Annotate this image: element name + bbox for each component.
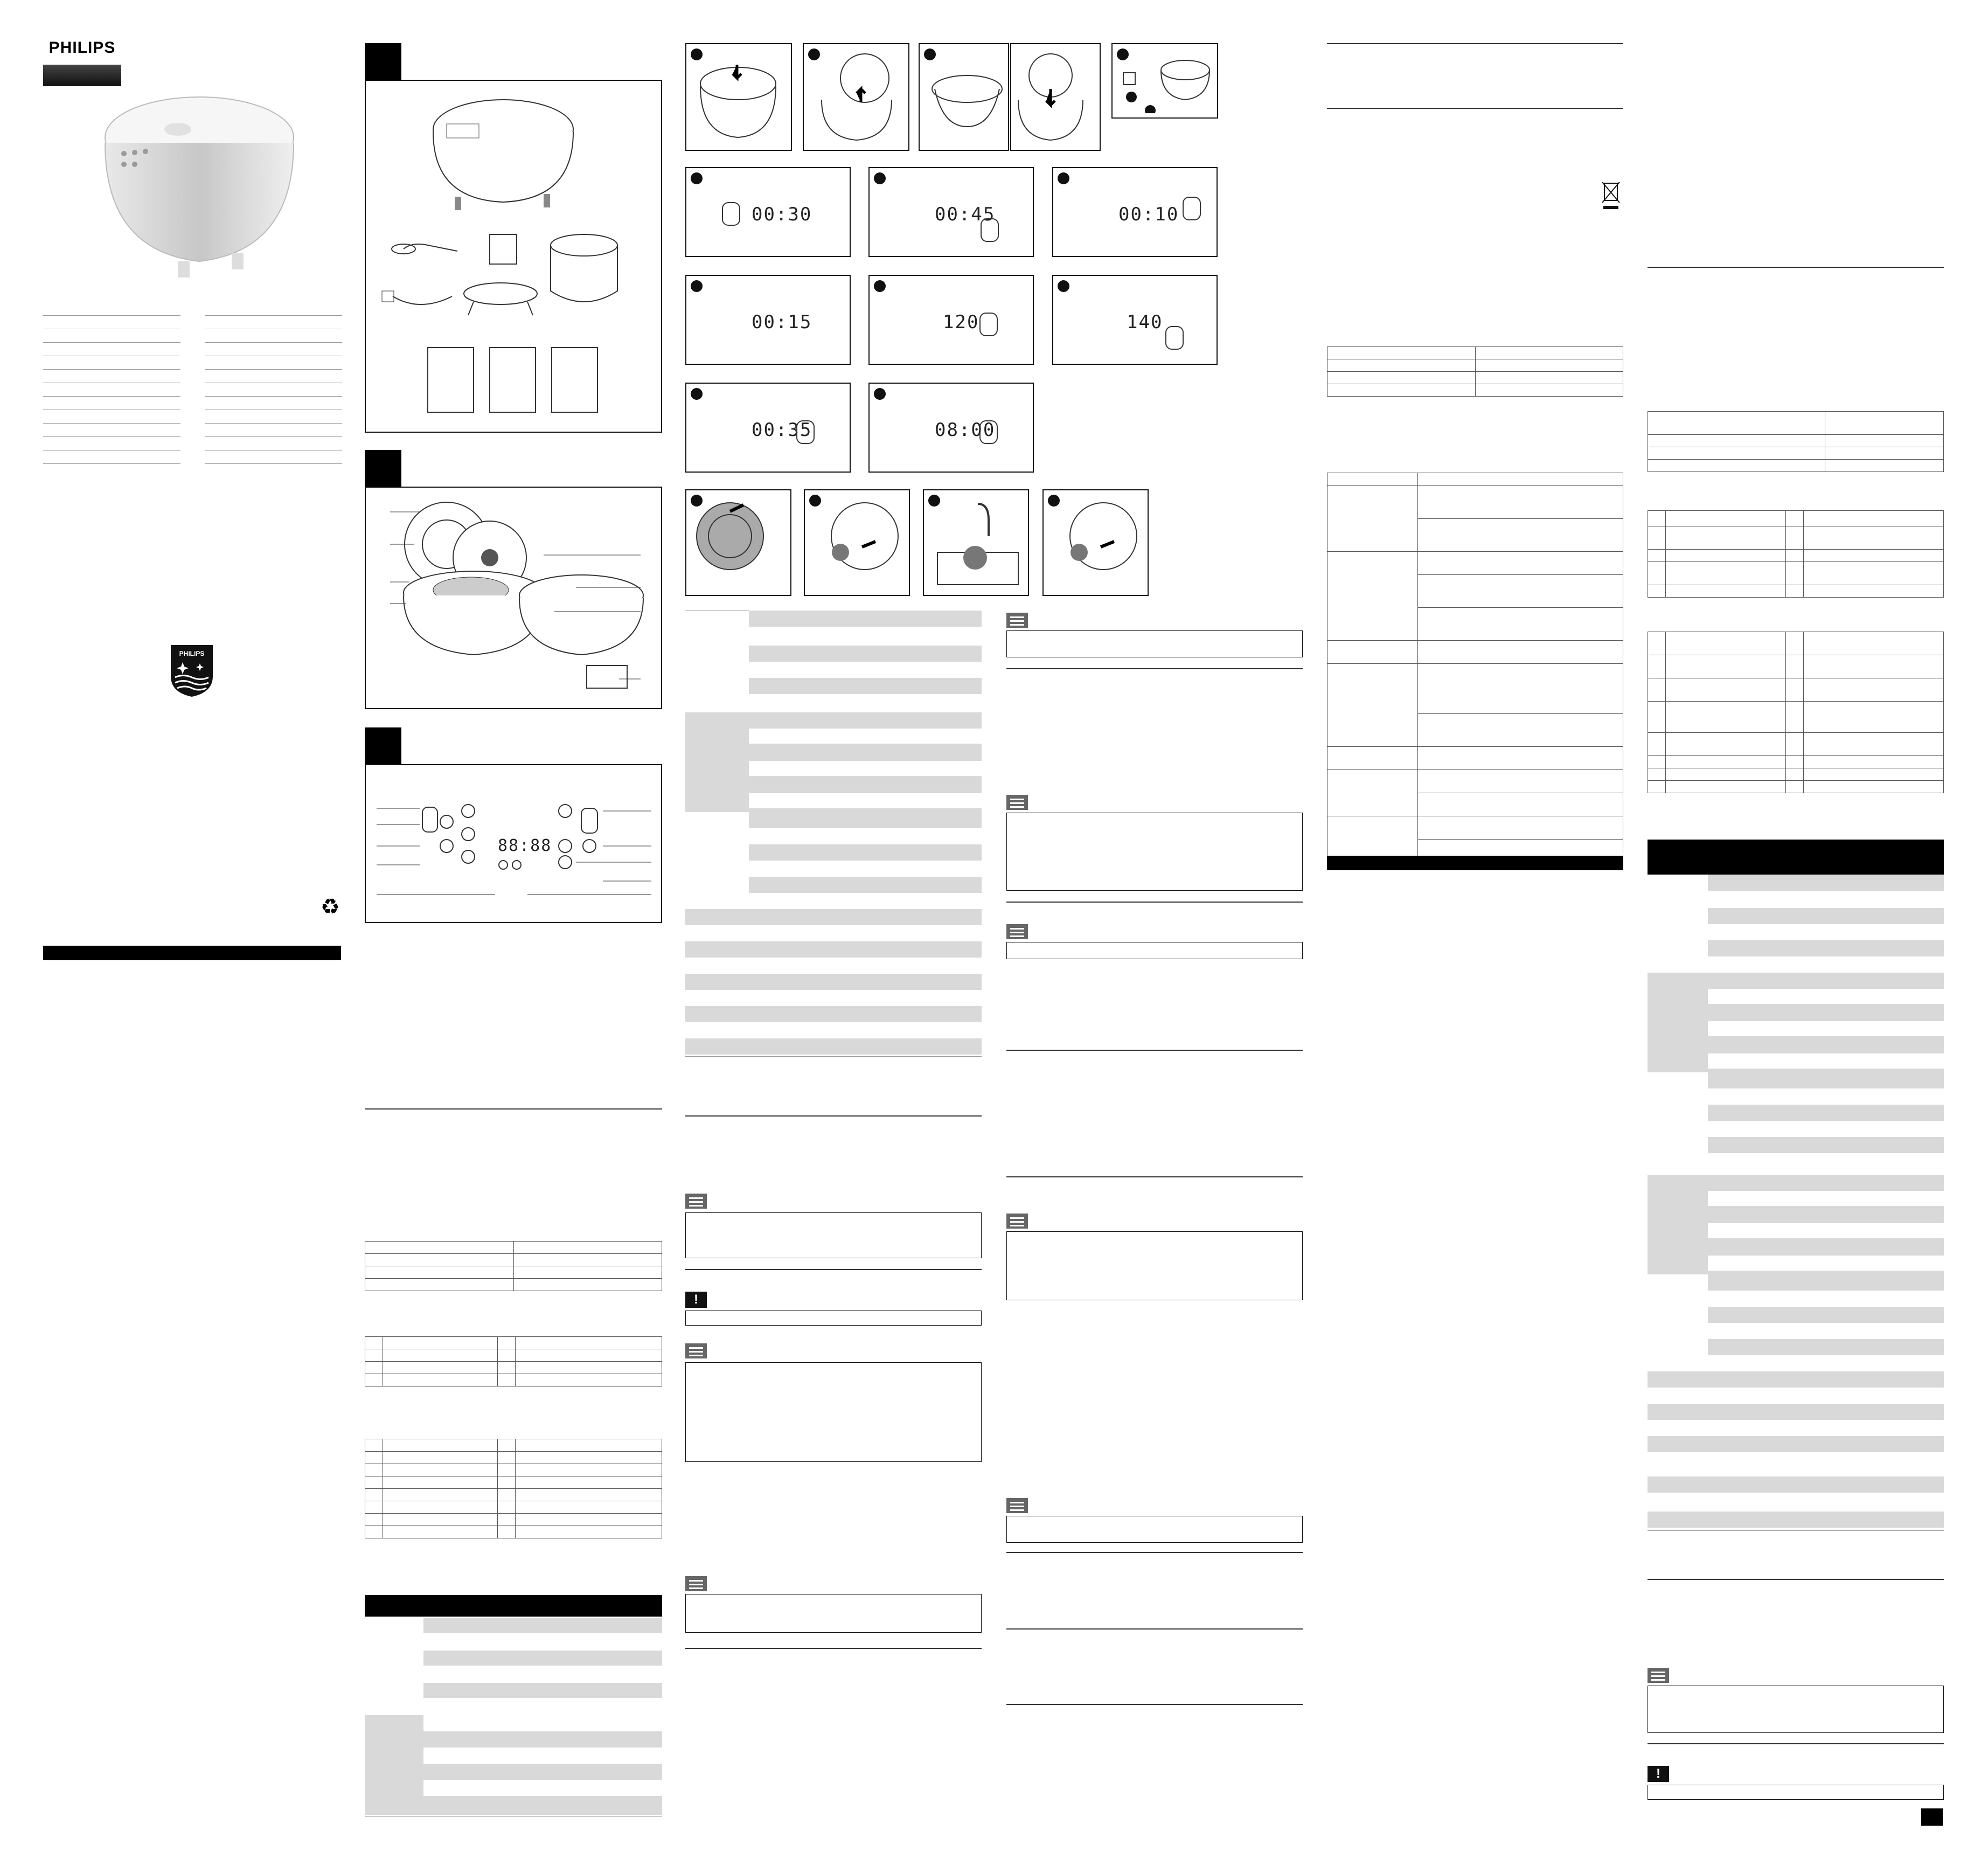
philips-shield-icon: [170, 644, 214, 698]
hand-press-icon: [1183, 197, 1201, 220]
hand-press-icon: [979, 420, 998, 444]
spec-table-3: [365, 1439, 662, 1538]
note-box: [685, 1362, 982, 1462]
hand-press-icon: [1165, 326, 1184, 350]
rule: [685, 1648, 982, 1649]
page-number-badge: [1921, 1808, 1943, 1826]
warning-icon: !: [1648, 1766, 1669, 1782]
note-box: [1006, 1231, 1303, 1300]
note-icon: [685, 1343, 707, 1358]
brand-wordmark: PHILIPS: [48, 39, 116, 57]
hand-press-icon: [981, 218, 999, 242]
rule: [1006, 1552, 1303, 1553]
note-icon: [1006, 613, 1028, 628]
hand-press-icon: [722, 202, 740, 226]
note-icon: [1006, 924, 1028, 939]
rule: [1006, 1050, 1303, 1051]
note-icon: [1006, 1498, 1028, 1513]
note-icon: [1648, 1668, 1669, 1683]
warning-icon: !: [685, 1292, 707, 1308]
rule: [1006, 668, 1303, 669]
weee-bin-icon: [1600, 178, 1622, 210]
language-bar: [43, 946, 341, 960]
rule: [1648, 267, 1944, 268]
warning-box: [1648, 1785, 1944, 1800]
rule: [685, 1115, 982, 1117]
section-marker-b: [365, 450, 401, 487]
rule: [1648, 1579, 1944, 1580]
spec-table-6: [1648, 510, 1944, 598]
note-icon: [685, 1194, 707, 1209]
section-marker-c: [365, 727, 401, 764]
recycle-icon: ♻: [321, 895, 340, 919]
philips-logo: [43, 32, 121, 86]
spec-table-1: [365, 1241, 662, 1291]
spec-table-2: [365, 1336, 662, 1386]
rule: [365, 1108, 662, 1110]
note-box: [685, 1594, 982, 1633]
rule: [1006, 1176, 1303, 1177]
hand-press-icon: [796, 420, 815, 444]
control-panel-figure: [365, 764, 662, 923]
svg-text:PHILIPS: PHILIPS: [179, 650, 205, 657]
rule: [1327, 43, 1623, 44]
spec-table-4: [1327, 346, 1623, 397]
spec-table-7: [1648, 632, 1944, 793]
rice-cooker-image: [97, 89, 302, 288]
rule: [1006, 902, 1303, 903]
warning-box: [685, 1311, 982, 1326]
spec-table-5: [1648, 411, 1944, 472]
note-box: [1006, 630, 1303, 657]
rule: [1327, 108, 1623, 109]
section-marker-a: [365, 43, 401, 80]
troubleshooting-table: [1327, 473, 1623, 863]
note-box: [1006, 942, 1303, 959]
panel-display: 88:88: [498, 836, 552, 855]
rule: [1648, 1743, 1944, 1744]
note-box: [1648, 1686, 1944, 1733]
note-icon: [1006, 1214, 1028, 1229]
note-box: [1006, 1516, 1303, 1543]
language-bar-2: [1327, 856, 1623, 870]
note-icon: [685, 1576, 707, 1591]
hand-press-icon: [979, 313, 998, 336]
note-box: [1006, 813, 1303, 891]
rule: [685, 1269, 982, 1270]
rule: [1006, 1628, 1303, 1630]
note-box: [685, 1212, 982, 1258]
accessories-figure: [365, 80, 662, 433]
rule: [1006, 1704, 1303, 1705]
product-overview-figure: [365, 487, 662, 709]
note-icon: [1006, 795, 1028, 810]
